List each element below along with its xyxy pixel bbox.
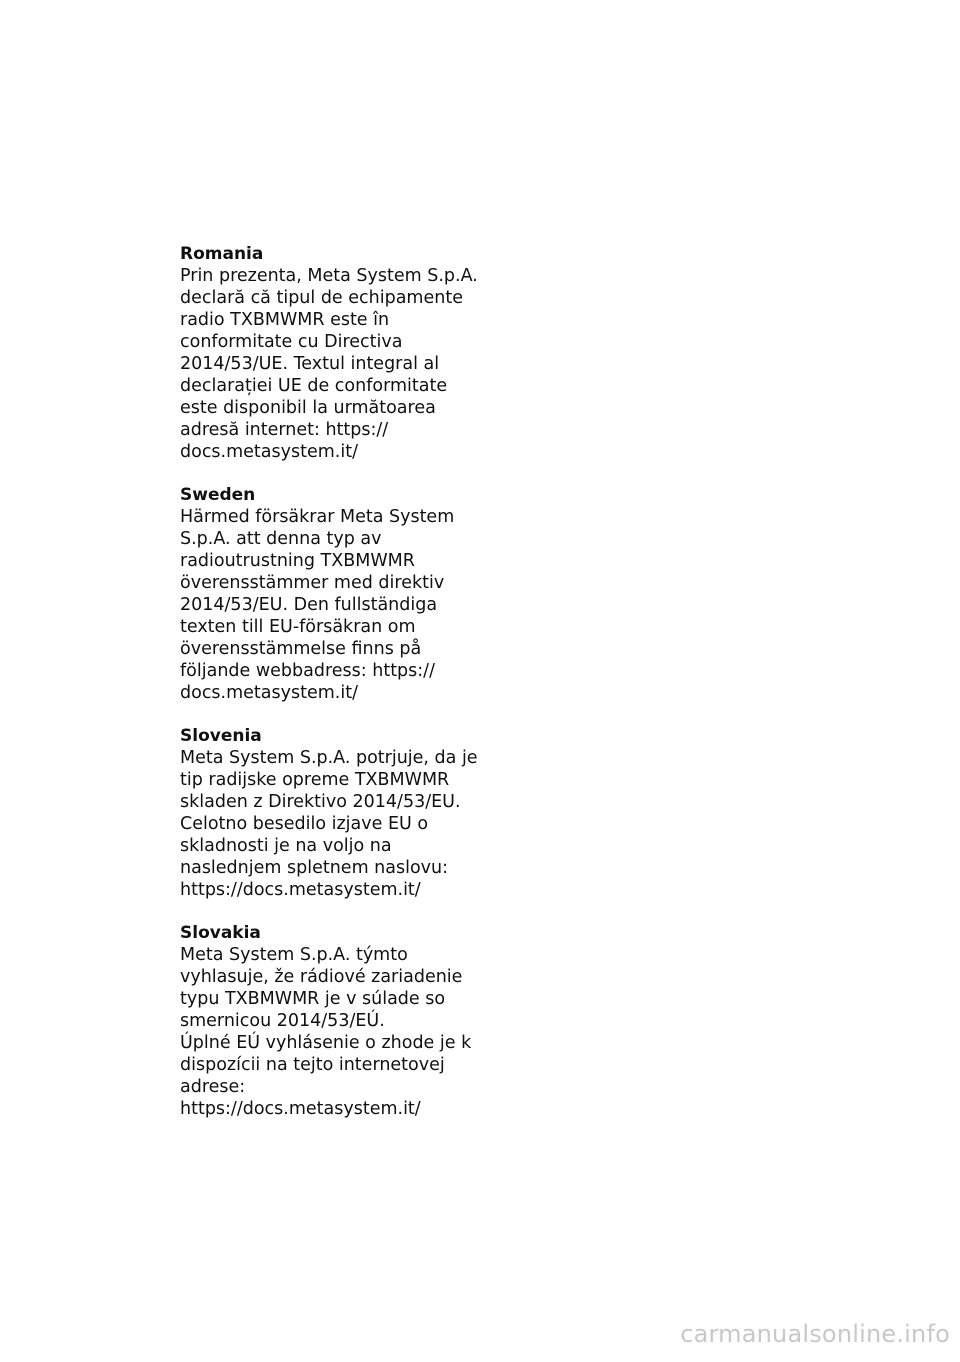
section-slovakia bbox=[180, 922, 480, 1120]
text-line: Meta System S.p.A. potrjuje, da je bbox=[180, 748, 478, 768]
text-line: radioutrustning TXBMWMR bbox=[180, 551, 415, 571]
text-line: smernicou 2014/53/EÚ. bbox=[180, 1011, 385, 1031]
text-line: conformitate cu Directiva bbox=[180, 332, 403, 352]
text-line: överensstämmelse finns på bbox=[180, 639, 422, 659]
section-heading: Romania bbox=[180, 244, 264, 264]
text-line: överensstämmer med direktiv bbox=[180, 573, 445, 593]
text-line: https://docs.metasystem.it/ bbox=[180, 880, 421, 900]
text-line: Prin prezenta, Meta System S.p.A. bbox=[180, 266, 478, 286]
text-line: adrese: bbox=[180, 1077, 246, 1097]
text-line: https://docs.metasystem.it/ bbox=[180, 1099, 421, 1119]
text-line: S.p.A. att denna typ av bbox=[180, 529, 382, 549]
text-line: vyhlasuje, že rádiové zariadenie bbox=[180, 967, 463, 987]
text-line: Härmed försäkrar Meta System bbox=[180, 507, 455, 527]
watermark-text: carmanualsonline.info bbox=[680, 1320, 950, 1348]
text-line: texten till EU-försäkran om bbox=[180, 617, 416, 637]
text-line: docs.metasystem.it/ bbox=[180, 683, 358, 703]
text-line: docs.metasystem.it/ bbox=[180, 442, 358, 462]
text-line: adresă internet: https:// bbox=[180, 420, 389, 440]
text-line: typu TXBMWMR je v súlade so bbox=[180, 989, 446, 1009]
section-romania bbox=[180, 243, 480, 463]
text-line: 2014/53/UE. Textul integral al bbox=[180, 354, 440, 374]
declaration-column bbox=[180, 243, 480, 1141]
text-line: Celotno besedilo izjave EU o bbox=[180, 814, 429, 834]
text-line: följande webbadress: https:// bbox=[180, 661, 435, 681]
section-heading: Slovakia bbox=[180, 923, 261, 943]
text-line: skladen z Direktivo 2014/53/EU. bbox=[180, 792, 461, 812]
text-line: 2014/53/EU. Den fullständiga bbox=[180, 595, 438, 615]
text-line: Meta System S.p.A. týmto bbox=[180, 945, 408, 965]
text-line: declară că tipul de echipamente bbox=[180, 288, 463, 308]
text-line: Úplné EÚ vyhlásenie o zhode je k bbox=[180, 1033, 472, 1053]
text-line: skladnosti je na voljo na bbox=[180, 836, 392, 856]
section-heading: Slovenia bbox=[180, 726, 262, 746]
text-line: este disponibil la următoarea bbox=[180, 398, 436, 418]
text-line: declarației UE de conformitate bbox=[180, 376, 448, 396]
text-line: tip radijske opreme TXBMWMR bbox=[180, 770, 450, 790]
text-line: dispozícii na tejto internetovej bbox=[180, 1055, 445, 1075]
section-heading: Sweden bbox=[180, 485, 256, 505]
text-line: radio TXBMWMR este în bbox=[180, 310, 390, 330]
section-sweden bbox=[180, 484, 480, 704]
text-line: naslednjem spletnem naslovu: bbox=[180, 858, 449, 878]
section-slovenia bbox=[180, 725, 480, 901]
